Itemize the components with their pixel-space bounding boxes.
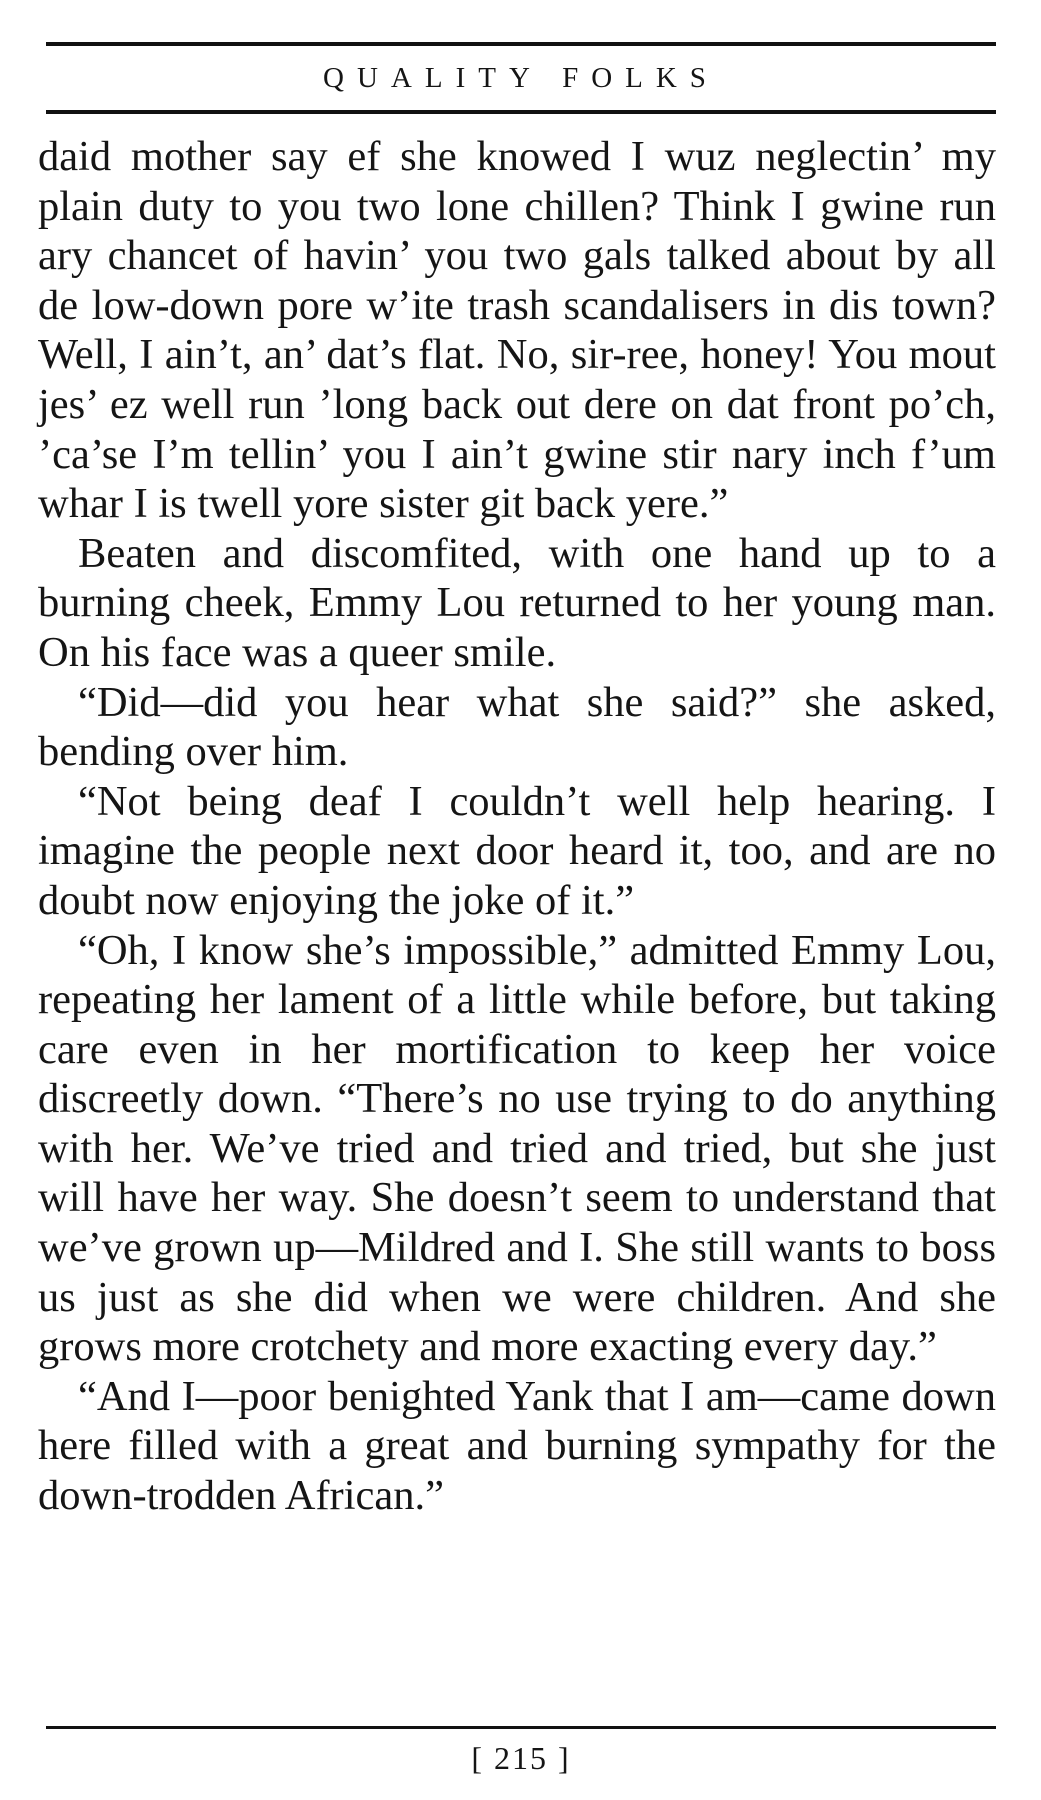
running-head: QUALITY FOLKS: [323, 62, 719, 94]
paragraph: “Oh, I know she’s impossible,” admitted Emmy Lou, repeating her lament of a little while before, but taking care even in her mortification to keep her voice discreetly down. “There’s no use trying to do anything with her. We’ve tried and tried and tried, but she just will have her way. She doesn’t seem to understand that we’ve grown up—Mildred and I. She still wants to boss us just as she did when we were children. And she grows more crotchety and more exacting every day.”: [38, 926, 996, 1371]
paragraph: Beaten and discomfited, with one hand up to a burning cheek, Emmy Lou returned to her young man. On his face was a queer smile.: [38, 529, 996, 676]
header-bottom-rule: [46, 110, 996, 114]
paragraph: “Not being deaf I couldn’t well help hearing. I imagine the people next door heard it, too, and are no doubt now enjoying the joke of it.”: [38, 777, 996, 924]
header-top-rule: [46, 42, 996, 46]
paragraph: daid mother say ef she knowed I wuz neglectin’ my plain duty to you two lone chillen? Think I gwine run ary chancet of havin’ you two gals talked about by all de low-down pore w’ite trash scandalisers in dis town? Well, I ain’t, an’ dat’s flat. No, sir-ree, honey! You mout jes’ ez well run ’long back out dere on dat front po’ch, ’ca’se I’m tellin’ you I ain’t gwine stir nary inch f’um whar I is twell yore sister git back yere.”: [38, 133, 996, 528]
page-number: [ 215 ]: [471, 1740, 571, 1776]
paragraph: “Did—did you hear what she said?” she asked, bending over him.: [38, 678, 996, 776]
paragraph: “And I—poor benighted Yank that I am—came down here filled with a great and burning sympathy for the down-trodden African.”: [38, 1372, 996, 1520]
body-text: [38, 132, 996, 1521]
footer-rule: [46, 1726, 996, 1729]
